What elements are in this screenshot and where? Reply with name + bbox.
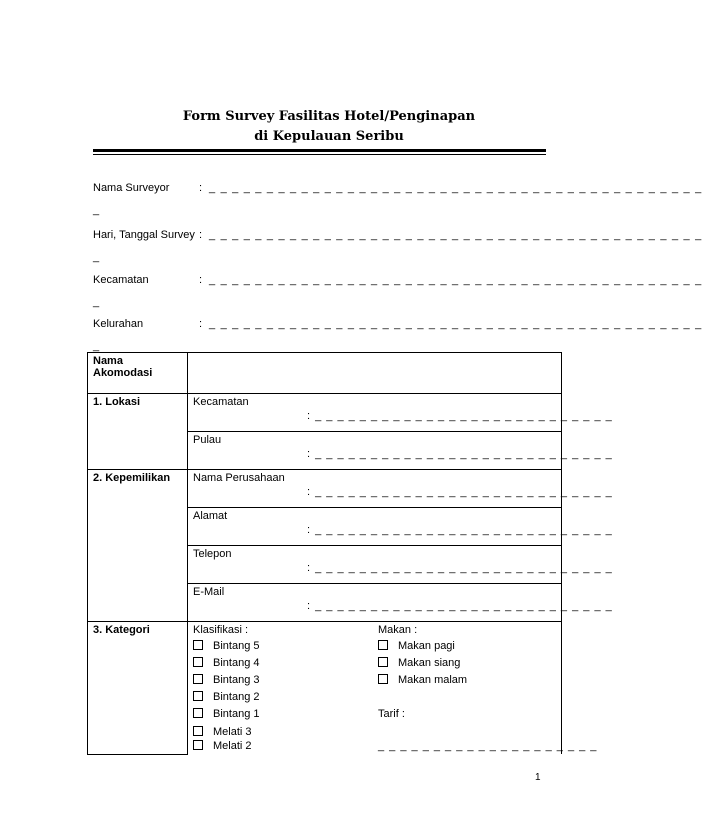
kepemilikan-telepon-row[interactable] — [188, 545, 613, 583]
checkbox-label: Bintang 2 — [213, 691, 260, 703]
title-rule-thick — [93, 149, 546, 152]
checkbox-icon[interactable] — [378, 657, 388, 667]
checkbox-icon[interactable] — [193, 657, 203, 667]
page-number: 1 — [535, 772, 541, 783]
klasifikasi-heading: Klasifikasi : — [193, 624, 249, 636]
sub-label: Pulau — [193, 434, 222, 446]
checkbox-melati-2[interactable] — [193, 740, 252, 752]
checkbox-makan-pagi[interactable] — [378, 640, 455, 652]
sub-blank-line[interactable]: : _ _ _ _ _ _ _ _ _ _ _ _ _ _ _ _ _ _ _ _ _ _ _ _ _ _ _ — [307, 524, 613, 536]
checkbox-bintang-3[interactable] — [193, 674, 259, 686]
checkbox-label: Melati 2 — [213, 740, 252, 752]
kategori-cell — [188, 622, 598, 755]
form-title-line1: Form Survey Fasilitas Hotel/Penginapan — [182, 109, 476, 124]
nama-akomodasi-line1: Nama — [93, 355, 123, 367]
checkbox-bintang-4[interactable] — [193, 657, 259, 669]
form-title-line2: di Kepulauan Seribu — [254, 129, 404, 144]
kategori-label: 3. Kategori — [88, 622, 188, 755]
checkbox-label: Makan pagi — [398, 640, 455, 652]
lokasi-kecamatan-row[interactable] — [188, 394, 613, 431]
kepemilikan-label: 2. Kepemilikan — [88, 470, 188, 622]
table-row-kepemilikan — [88, 470, 562, 622]
field-blank-wrap: _ — [93, 204, 100, 216]
checkbox-icon[interactable] — [193, 691, 203, 701]
checkbox-bintang-5[interactable] — [193, 640, 259, 652]
sub-blank-line[interactable]: : _ _ _ _ _ _ _ _ _ _ _ _ _ _ _ _ _ _ _ _ _ _ _ _ _ _ _ — [307, 600, 613, 612]
field-blank-line[interactable]: _ _ _ _ _ _ _ _ _ _ _ _ _ _ _ _ _ _ _ _ _ _ _ _ _ _ _ _ _ _ _ _ _ _ _ _ _ _ _ _ _ _ _ — [209, 182, 702, 194]
sub-blank-line[interactable]: : _ _ _ _ _ _ _ _ _ _ _ _ _ _ _ _ _ _ _ _ _ _ _ _ _ _ _ — [307, 486, 613, 498]
sub-blank-line[interactable]: : _ _ _ _ _ _ _ _ _ _ _ _ _ _ _ _ _ _ _ _ _ _ _ _ _ _ _ — [307, 448, 613, 460]
sub-blank-line[interactable]: : _ _ _ _ _ _ _ _ _ _ _ _ _ _ _ _ _ _ _ _ _ _ _ _ _ _ _ — [307, 410, 613, 422]
checkbox-icon[interactable] — [193, 740, 203, 750]
survey-table — [87, 352, 613, 755]
field-label: Hari, Tanggal Survey — [93, 229, 195, 241]
sub-label: E-Mail — [193, 586, 225, 598]
checkbox-label: Makan siang — [398, 657, 461, 669]
checkbox-label: Makan malam — [398, 674, 468, 686]
checkbox-label: Bintang 4 — [213, 657, 260, 669]
field-blank-wrap: _ — [93, 296, 100, 308]
checkbox-label: Bintang 5 — [213, 640, 260, 652]
tarif-heading: Tarif : — [378, 708, 405, 720]
checkbox-icon[interactable] — [193, 640, 203, 650]
checkbox-bintang-2[interactable] — [193, 691, 259, 703]
sub-blank-line[interactable]: : _ _ _ _ _ _ _ _ _ _ _ _ _ _ _ _ _ _ _ _ _ _ _ _ _ _ _ — [307, 562, 613, 574]
checkbox-icon[interactable] — [193, 708, 203, 718]
table-row-kategori — [88, 622, 562, 755]
field-blank-wrap: _ — [93, 251, 100, 263]
field-blank-line[interactable]: _ _ _ _ _ _ _ _ _ _ _ _ _ _ _ _ _ _ _ _ _ _ _ _ _ _ _ _ _ _ _ _ _ _ _ _ _ _ _ _ _ _ _ — [209, 274, 702, 286]
checkbox-melati-3[interactable] — [193, 726, 252, 738]
checkbox-label: Melati 3 — [213, 726, 252, 738]
makan-heading: Makan : — [378, 624, 418, 636]
checkbox-icon[interactable] — [193, 726, 203, 736]
sub-label: Telepon — [193, 548, 232, 560]
lokasi-cell — [188, 394, 613, 470]
lokasi-pulau-row[interactable] — [188, 431, 613, 469]
checkbox-icon[interactable] — [378, 674, 388, 684]
checkbox-makan-malam[interactable] — [378, 674, 467, 686]
checkbox-label: Bintang 1 — [213, 708, 260, 720]
checkbox-bintang-1[interactable] — [193, 708, 259, 720]
field-label: Kecamatan — [93, 274, 149, 286]
checkbox-makan-siang[interactable] — [378, 657, 460, 669]
nama-akomodasi-label — [88, 353, 188, 394]
field-colon: : — [199, 274, 203, 286]
lokasi-label: 1. Lokasi — [88, 394, 188, 470]
field-blank-line[interactable]: _ _ _ _ _ _ _ _ _ _ _ _ _ _ _ _ _ _ _ _ _ _ _ _ _ _ _ _ _ _ _ _ _ _ _ _ _ _ _ _ _ _ _ — [209, 318, 702, 330]
tarif-blank-line[interactable]: _ _ _ _ _ _ _ _ _ _ _ _ _ _ _ _ _ _ _ _ — [378, 740, 598, 752]
kepemilikan-cell — [188, 470, 613, 622]
kepemilikan-nama-perusahaan-row[interactable] — [188, 470, 613, 507]
field-colon: : — [199, 182, 203, 194]
checkbox-icon[interactable] — [378, 640, 388, 650]
sub-label: Nama Perusahaan — [193, 472, 285, 484]
field-colon: : — [199, 229, 203, 241]
table-row-nama-akomodasi — [88, 353, 562, 394]
field-blank-line[interactable]: _ _ _ _ _ _ _ _ _ _ _ _ _ _ _ _ _ _ _ _ _ _ _ _ _ _ _ _ _ _ _ _ _ _ _ _ _ _ _ _ _ _ _ — [209, 229, 702, 241]
field-label: Kelurahan — [93, 318, 144, 330]
sub-label: Kecamatan — [193, 396, 249, 408]
field-colon: : — [199, 318, 203, 330]
table-row-lokasi — [88, 394, 562, 470]
kepemilikan-email-row[interactable] — [188, 583, 613, 621]
nama-akomodasi-line2: Akomodasi — [93, 367, 153, 379]
title-rule-thin — [93, 154, 546, 155]
checkbox-icon[interactable] — [193, 674, 203, 684]
field-label: Nama Surveyor — [93, 182, 170, 194]
sub-label: Alamat — [193, 510, 228, 522]
kepemilikan-alamat-row[interactable] — [188, 507, 613, 545]
field-blank-wrap: _ — [93, 340, 100, 352]
checkbox-label: Bintang 3 — [213, 674, 260, 686]
nama-akomodasi-input[interactable] — [188, 353, 562, 394]
